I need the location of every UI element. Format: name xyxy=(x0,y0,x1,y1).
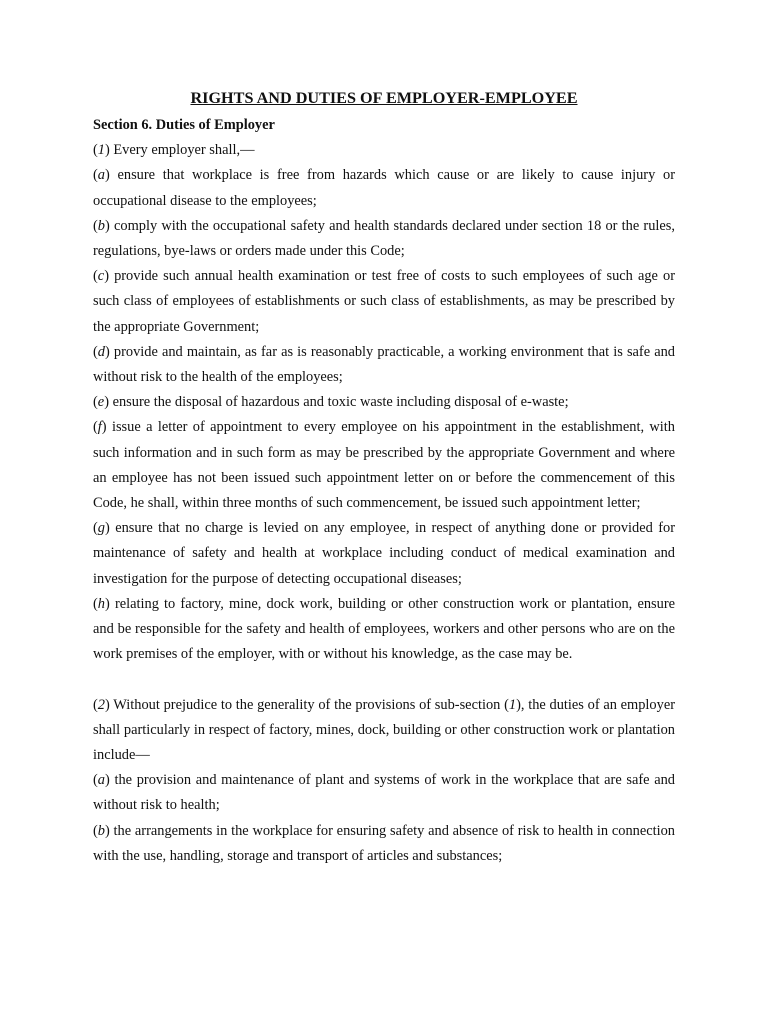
clause-label: d xyxy=(97,343,105,360)
subsection-text-cont: ), the duties of an employer shall particularly in respect of factory, mines, dock, building or other construction work or plantation include— xyxy=(93,696,675,764)
subsection-reference: 1 xyxy=(508,696,517,713)
clause-label: b xyxy=(97,217,105,234)
clause-text: issue a letter of appointment to every employee on his appointment in the establishment, with such information and in such form as may be prescribed by the appropriate Government and where an employee has not been issued such appointment letter on or before the commencement of this Code, he shall, within three months of such commencement, be issued such appointment letter; xyxy=(93,419,675,512)
subsection-1-intro xyxy=(93,138,675,163)
subsection-text: Every employer shall,— xyxy=(109,142,255,159)
subsection-number-close: ) xyxy=(105,142,110,159)
clause-label-close: ) xyxy=(105,520,110,537)
clause-2a xyxy=(93,768,675,818)
clause-1a xyxy=(93,163,675,213)
section-heading: Section 6. Duties of Employer xyxy=(93,117,275,133)
clause-label-close: ) xyxy=(105,343,110,360)
clause-label: g xyxy=(97,520,105,537)
clause-label-close: ) xyxy=(105,822,110,839)
clause-text: ensure that no charge is levied on any employee, in respect of anything done or provided for maintenance of safety and health at workplace including conduct of medical examination and investigation for the purpose of detecting occupational diseases; xyxy=(93,520,675,587)
subsection-2-intro xyxy=(93,693,675,769)
clause-text: comply with the occupational safety and health standards declared under section 18 or the rules, regulations, bye-laws or orders made under this Code; xyxy=(93,217,675,260)
clause-1c xyxy=(93,264,675,340)
subsection-number: 1 xyxy=(97,142,105,159)
clause-label-close: ) xyxy=(105,217,110,234)
subsection-number: 2 xyxy=(97,696,105,713)
clause-1b xyxy=(93,214,675,264)
subsection-number-open: ( xyxy=(93,142,98,159)
clause-label: a xyxy=(97,772,105,789)
clause-label-open: ( xyxy=(93,772,98,789)
clause-label: a xyxy=(97,167,105,184)
clause-label-open: ( xyxy=(93,268,98,285)
clause-label-close: ) xyxy=(105,595,110,612)
clause-label-open: ( xyxy=(93,595,98,612)
clause-label-open: ( xyxy=(93,520,98,537)
clause-label-close: ) xyxy=(104,268,109,285)
clause-text: provide and maintain, as far as is reasonably practicable, a working environment that is safe and without risk to the health of the employees; xyxy=(93,343,675,386)
clause-1d xyxy=(93,340,675,390)
clause-text: provide such annual health examination or test free of costs to such employees of such age or such class of employees of establishments or such class of establishments, as may be prescribed by the appropriate Government; xyxy=(93,268,675,335)
clause-1e xyxy=(93,390,675,415)
clause-label: f xyxy=(97,419,102,436)
clause-label-open: ( xyxy=(93,167,98,184)
clause-label-close: ) xyxy=(104,394,109,411)
clause-label-open: ( xyxy=(93,822,98,839)
clause-label: h xyxy=(97,595,105,612)
clause-2b xyxy=(93,819,675,869)
clause-label: b xyxy=(97,822,105,839)
clause-1h xyxy=(93,592,675,668)
clause-1f xyxy=(93,415,675,516)
clause-text: ensure the disposal of hazardous and toxic waste including disposal of e-waste; xyxy=(108,394,569,411)
document-title: RIGHTS AND DUTIES OF EMPLOYER-EMPLOYEE xyxy=(190,89,578,107)
document-content xyxy=(93,86,675,869)
subsection-number-open: ( xyxy=(93,696,98,713)
clause-label-close: ) xyxy=(105,772,110,789)
clause-label-open: ( xyxy=(93,343,98,360)
clause-text: ensure that workplace is free from hazards which cause or are likely to cause injury or occupational disease to the employees; xyxy=(93,167,675,209)
clause-label-open: ( xyxy=(93,419,98,436)
clause-text: the arrangements in the workplace for ensuring safety and absence of risk to health in connection with the use, handling, storage and transport of articles and substances; xyxy=(93,822,675,864)
clause-label-open: ( xyxy=(93,394,98,411)
clause-label-open: ( xyxy=(93,217,98,234)
subsection-text: Without prejudice to the generality of the provisions of sub-section ( xyxy=(109,696,509,713)
clause-text: the provision and maintenance of plant and systems of work in the workplace that are safe and without risk to health; xyxy=(93,772,675,814)
clause-label-close: ) xyxy=(101,419,107,436)
clause-label: c xyxy=(97,268,105,285)
clause-label-close: ) xyxy=(105,167,110,184)
subsection-number-close: ) xyxy=(105,696,110,713)
clause-label: e xyxy=(97,394,105,411)
clause-text: relating to factory, mine, dock work, building or other construction work or plantation, ensure and be responsible for the safety and health of employees, workers and other persons who are on the work premises of the employer, with or without his knowledge, as the case may be. xyxy=(93,595,675,663)
clause-1g xyxy=(93,516,675,592)
